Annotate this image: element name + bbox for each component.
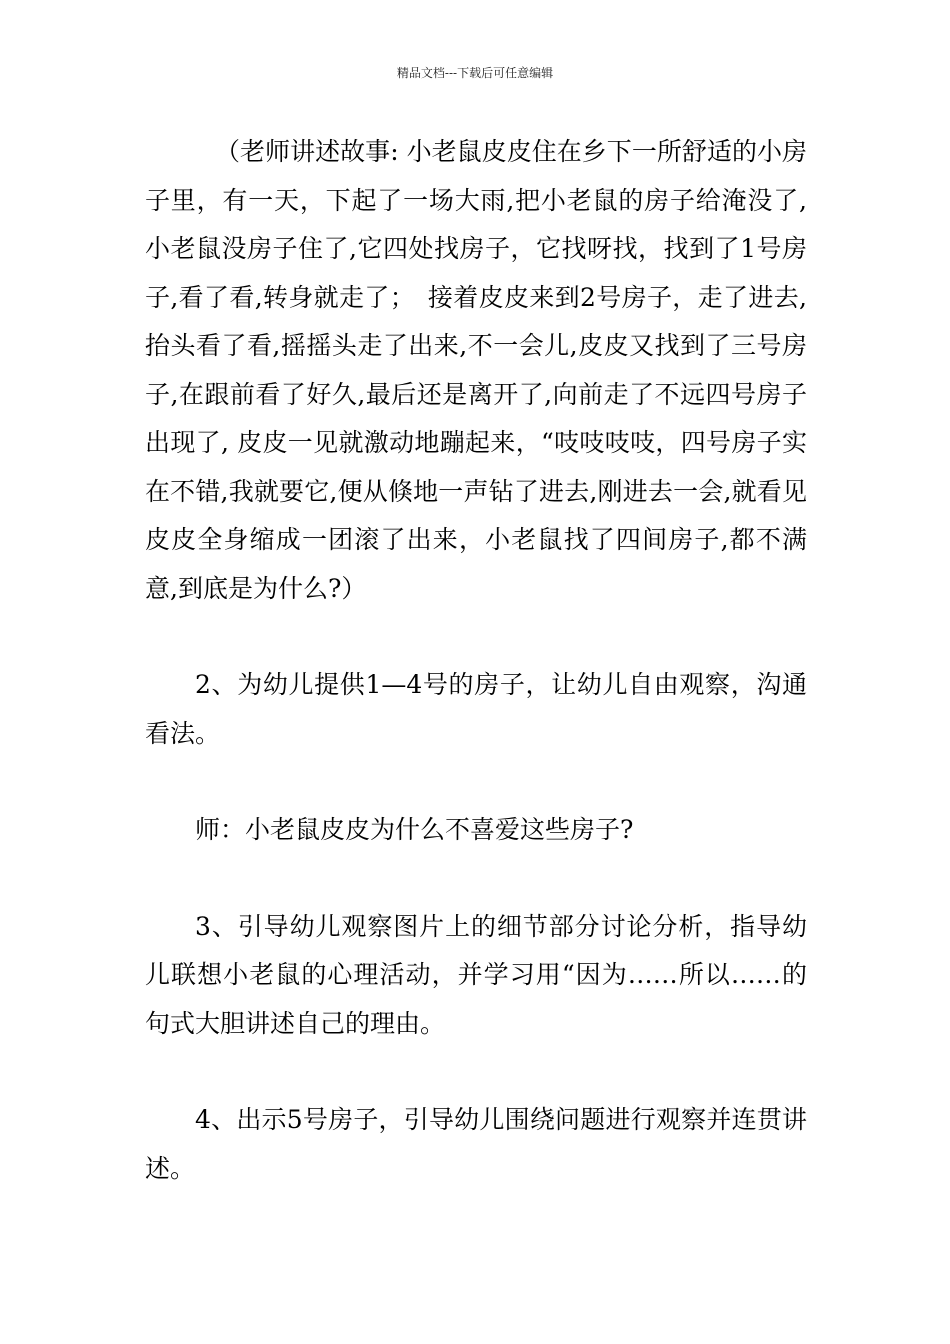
page-header: 精品文档---下载后可任意编辑	[396, 66, 554, 80]
story-paragraph: （老师讲述故事: 小老鼠皮皮住在乡下一所舒适的小房子里，有一天，下起了一场大雨,把小老鼠的房子给淹没了,小老鼠没房子住了,它四处找房子，它找呀找，找到了1号房子,看了看,转身就走了； 接着皮皮来到2号房子，走了进去,抬头看了看,摇摇头走了出来,不一会儿,皮皮又找到了三号房子,在跟前看了好久,最后还是离开了,向前走了不远四号房子出现了, 皮皮一见就激动地蹦起来，“吱吱吱吱，四号房子实在不错,我就要它,便从倏地一声钻了进去,刚进去一会,就看见皮皮全身缩成一团滚了出来，小老鼠找了四间房子,都不满意,到底是为什么?）	[145, 137, 807, 603]
step-2-paragraph: 2、为幼儿提供1—4号的房子，让幼儿自由观察，沟通看法。	[145, 670, 807, 748]
step-4-paragraph: 4、出示5号房子，引导幼儿围绕问题进行观察并连贯讲述。	[145, 1105, 807, 1183]
teacher-question-paragraph: 师：小老鼠皮皮为什么不喜爱这些房子?	[195, 815, 634, 844]
document-body	[145, 128, 807, 1193]
step-3-paragraph: 3、引导幼儿观察图片上的细节部分讨论分析，指导幼儿联想小老鼠的心理活动，并学习用“因为……所以……的句式大胆讲述自己的理由。	[145, 911, 807, 1038]
